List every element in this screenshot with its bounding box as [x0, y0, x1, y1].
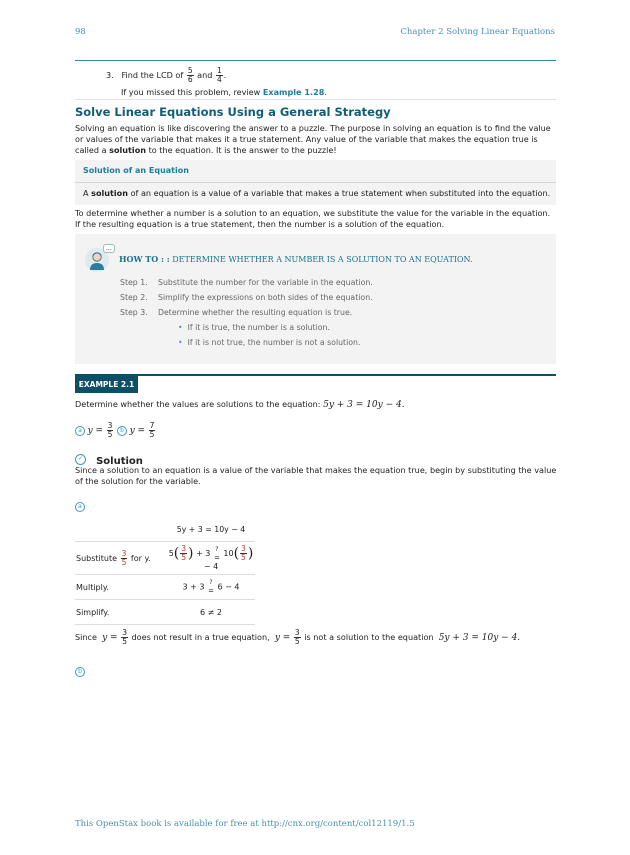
page-number: 98 — [75, 27, 86, 37]
review-and: and — [197, 70, 213, 80]
solution-part-a-marker: a — [75, 496, 85, 515]
speech-bubble-icon: ... — [103, 244, 115, 253]
part-a-fraction: $\frac{3}{5}$ — [107, 421, 113, 439]
row-work-multiply: 3 + 3 ? = 6 − 4 — [167, 575, 255, 600]
row-work-substitute: 5( $\frac{3}{5}$ ) + 3 ? = 10( $\frac{3}{5}$ ) − 4 — [167, 542, 255, 575]
step-2-label: Step 2. — [120, 293, 148, 302]
step-2-text: Simplify the expressions on both sides of the equation. — [158, 293, 373, 302]
table-row — [75, 575, 255, 600]
review-fraction-2: $\frac{1}{4}$ — [216, 66, 222, 84]
howto-heading: HOW TO : : DETERMINE WHETHER A NUMBER IS A SOLUTION TO AN EQUATION. — [119, 254, 473, 264]
determine-paragraph: To determine whether a number is a solution to an equation, we substitute the value for the variable in the equation. If the resulting equation is a true statement, then the number is a solution of the equation. — [75, 208, 551, 229]
example-prompt: Determine whether the values are solutions to the equation: 5y + 3 = 10y − 4. — [75, 399, 405, 410]
step-3-text: Determine whether the resulting equation is true. — [158, 308, 353, 317]
definition-title: Solution of an Equation — [83, 166, 189, 175]
definition-text: A solution of an equation is a value of a variable that makes a true statement when substituted into the equation. — [83, 188, 551, 198]
solution-heading: Solution — [96, 456, 143, 467]
howto-box — [75, 234, 556, 364]
step-3-label: Step 3. — [120, 308, 148, 317]
section-intro: Solving an equation is like discovering the answer to a puzzle. The purpose in solving an equation is to find the value or values of the variable that makes it a true statement. Any value of the variable that makes the equation true is called a solution to the equation. It is the answer to the puzzle! — [75, 123, 551, 155]
table-row — [75, 542, 255, 575]
work-table-header-row — [75, 517, 255, 542]
definition-box — [75, 160, 556, 205]
example-rule — [75, 374, 556, 376]
row-work-simplify: 6 ≠ 2 — [167, 600, 255, 625]
row-label-multiply: Multiply. — [75, 575, 167, 600]
check-icon: ✓ — [75, 454, 86, 465]
step-1-text: Substitute the number for the variable in the equation. — [158, 278, 373, 287]
review-number: 3. — [106, 70, 114, 80]
review-fraction-1: $\frac{5}{6}$ — [187, 66, 193, 84]
review-text: Find the LCD of — [121, 70, 184, 80]
review-question: 3. Find the LCD of $\frac{5}{6}$ and $\frac{1}{4}$ . — [106, 66, 227, 84]
example-equation: 5y + 3 = 10y − 4. — [323, 400, 405, 410]
example-parts: a y = $\frac{3}{5}$ b y = $\frac{7}{5}$ — [75, 422, 156, 439]
row-label-simplify: Simplify. — [75, 600, 167, 625]
solution-text: Since a solution to an equation is a value of the variable that makes the equation true, begin by substituting the value of the solution for the variable. — [75, 465, 557, 486]
bullet-true: If it is true, the number is a solution. — [187, 323, 330, 332]
section-heading: Solve Linear Equations Using a General Strategy — [75, 105, 391, 119]
work-header: 5y + 3 = 10y − 4 — [167, 517, 255, 542]
conclusion-line: Since y = $\frac{3}{5}$ does not result in a true equation, y = $\frac{3}{5}$ is not a solution to the equation 5y + 3 = 10y − 4. — [75, 628, 521, 646]
solution-part-b-marker: b — [75, 661, 85, 680]
row-label-substitute: Substitute $\frac{3}{5}$ for y. — [75, 542, 167, 575]
substitute-fraction: $\frac{3}{5}$ — [121, 548, 127, 567]
work-table — [75, 517, 255, 625]
part-b-fraction: $\frac{7}{5}$ — [149, 421, 155, 439]
example-label: EXAMPLE 2.1 — [75, 376, 138, 393]
review-missed: If you missed this problem, review Example 1.28. — [121, 87, 327, 97]
part-a-marker: a — [75, 426, 85, 436]
footer-text: This OpenStax book is available for free at http://cnx.org/content/col12119/1.5 — [75, 819, 415, 829]
bullet-false: If it is not true, the number is not a solution. — [187, 338, 361, 347]
step-1-label: Step 1. — [120, 278, 148, 287]
howto-steps: Step 1. Substitute the number for the variable in the equation. Step 2. Simplify the expressions on both sides of the equation. Step 3. Determine whether the resulting equation is true. • If it is true, the number is a solution. • If it is not true, the number is not a solution. — [120, 275, 373, 350]
review-link[interactable]: Example 1.28 — [262, 87, 325, 97]
chapter-title: Chapter 2 Solving Linear Equations — [400, 27, 555, 37]
table-row — [75, 600, 255, 625]
part-b-marker: b — [117, 426, 127, 436]
